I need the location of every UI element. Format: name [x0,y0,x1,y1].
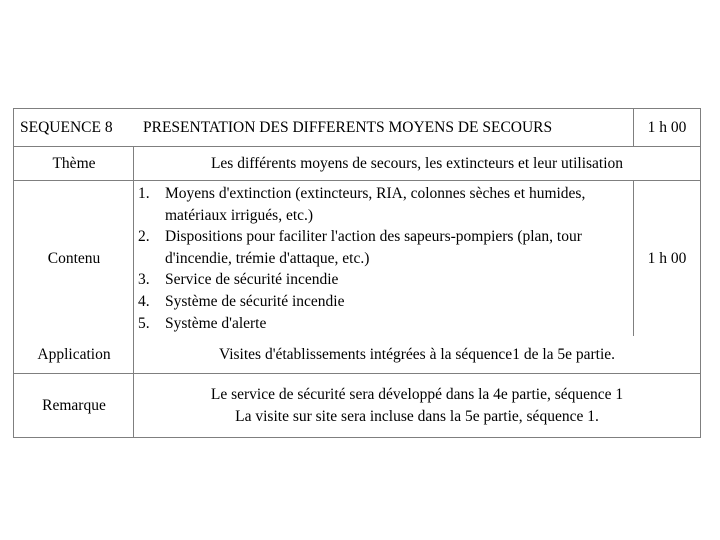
sequence-title: PRESENTATION DES DIFFERENTS MOYENS DE SECOURS [143,118,553,136]
remarque-line: La visite sur site sera incluse dans la 5e partie, séquence 1. [235,407,599,425]
contenu-row [14,181,700,336]
application-row [14,336,700,373]
label-column-divider [133,146,134,437]
list-item: 5. Système d'alerte [138,314,267,332]
theme-value: Les différents moyens de secours, les extincteurs et leur utilisation [210,154,624,172]
header-divider [633,109,634,146]
list-item: 4. Système de sécurité incendie [138,292,345,310]
application-value: Visites d'établissements intégrées à la séquence1 de la 5e partie. [218,345,616,363]
list-item: 2. Dispositions pour faciliter l'action des sapeurs-pompiers (plan, tour d'incendie, trémie d'attaque, etc.) [138,228,582,267]
contenu-list [138,183,616,334]
theme-row [14,147,700,180]
remarque-row [14,374,700,437]
course-sequence-table [13,108,701,438]
contenu-divider [633,181,634,336]
header-duration: 1 h 00 [647,118,687,136]
contenu-list-cell [134,181,634,336]
remarque-label: Remarque [42,396,106,414]
theme-label: Thème [52,154,96,172]
contenu-duration: 1 h 00 [647,249,687,267]
list-item: 3. Service de sécurité incendie [138,271,339,289]
contenu-label: Contenu [47,249,101,267]
list-item: 1. Moyens d'extinction (extincteurs, RIA, colonnes sèches et humides, matériaux irrigués, etc.) [138,185,586,224]
remarque-line: Le service de sécurité sera développé dans la 4e partie, séquence 1 [210,385,624,403]
remarque-value [134,374,700,437]
sequence-label: SEQUENCE 8 [20,118,113,136]
application-label: Application [37,345,111,363]
header-row [14,109,700,146]
